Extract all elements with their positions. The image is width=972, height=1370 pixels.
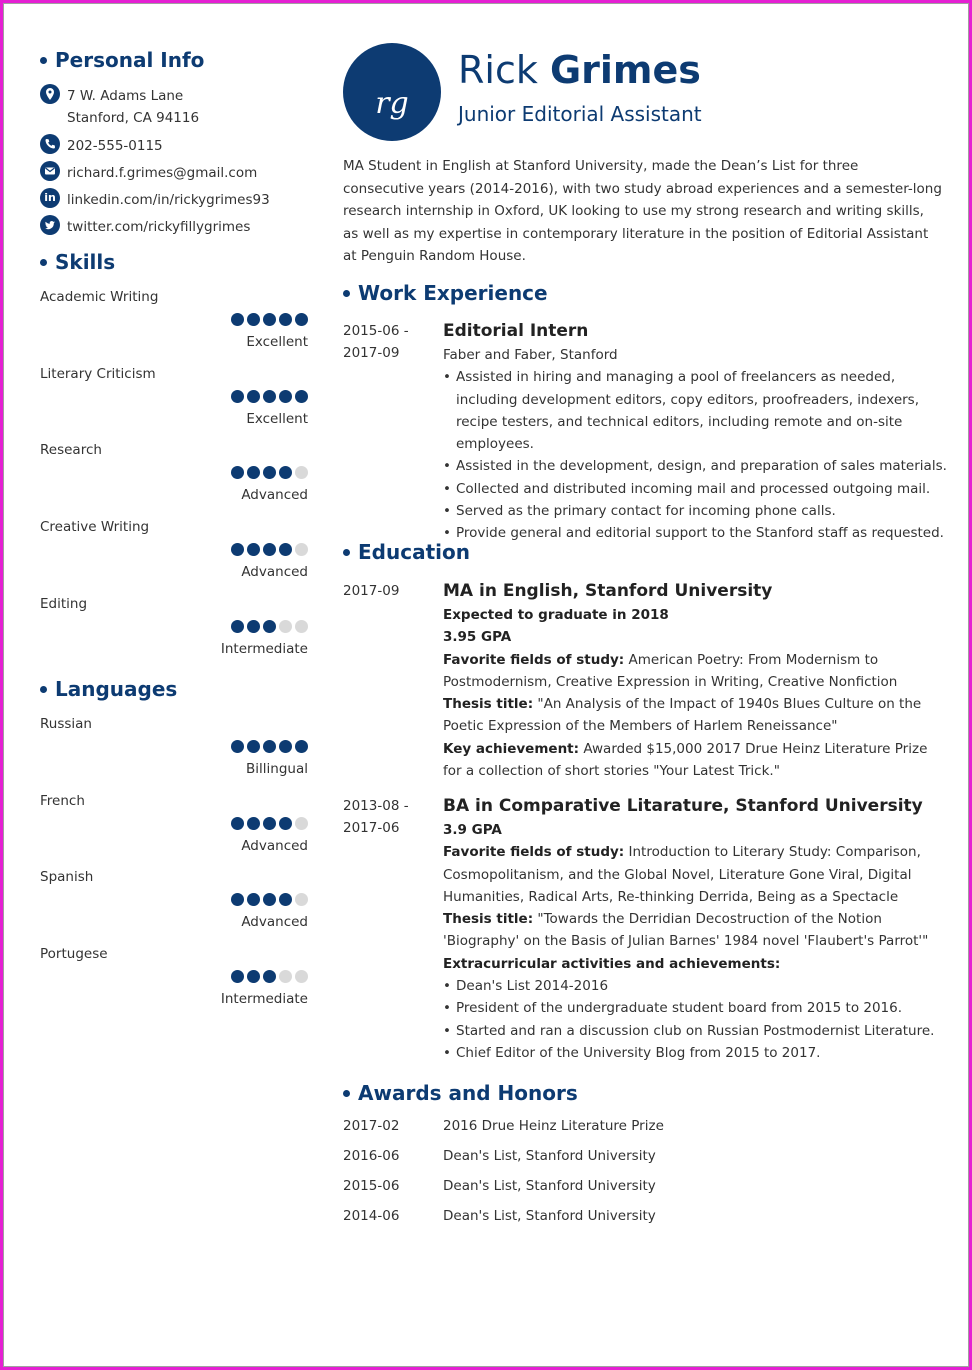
award-name: 2016 Drue Heinz Literature Prize [443,1118,664,1134]
list-item: • Chief Editor of the University Blog from 2015 to 2017. [443,1042,948,1064]
list-item: • Assisted in the development, design, and preparation of sales materials. [443,455,948,477]
rating-dot-icon [295,390,308,403]
bullet-dot-icon [40,259,47,266]
address-line-1: 7 W. Adams Lane [67,88,184,104]
language-item [40,793,308,863]
bullet-dot-icon [343,290,350,297]
rating-dot-icon [279,620,292,633]
gpa: 3.9 GPA [443,822,502,838]
language-level: Advanced [241,914,308,930]
education-date: 2017-09 [343,583,400,599]
list-item: • Assisted in hiring and managing a pool of freelancers as needed, including development editors, copy editors, proofreaders, indexers, recipe testers, and technical editors, including remote and on-site employees. [443,366,948,455]
twitter-bird-icon [40,215,60,235]
rating-dot-icon [231,390,244,403]
address-line-2: Stanford, CA 94116 [67,110,200,126]
rating-dots [231,466,308,479]
thesis: Thesis title: "Towards the Derridian Decostruction of the Notion 'Biography' on the Basis of Julian Barnes' 1984 novel 'Flaubert's Parrot'" [443,911,929,950]
rating-dots [231,620,308,633]
rating-dot-icon [231,817,244,830]
first-name: Rick [458,48,538,92]
rating-dot-icon [247,740,260,753]
skills-heading: Skills [40,248,115,276]
bullet-dot-icon [40,57,47,64]
email-link[interactable]: richard.f.grimes@gmail.com [67,165,258,181]
rating-dot-icon [279,543,292,556]
award-row [343,1118,943,1140]
list-item: • Dean's List 2014-2016 [443,975,948,997]
skill-item [40,289,308,359]
language-level: Advanced [241,838,308,854]
rating-dot-icon [279,313,292,326]
skill-item [40,442,308,512]
twitter-link[interactable]: twitter.com/rickyfillygrimes [67,219,251,235]
rating-dot-icon [295,740,308,753]
rating-dot-icon [263,543,276,556]
rating-dot-icon [247,313,260,326]
rating-dot-icon [247,390,260,403]
rating-dot-icon [279,893,292,906]
personal-info-heading: Personal Info [40,46,204,74]
rating-dot-icon [247,893,260,906]
work-experience-heading: Work Experience [343,279,548,307]
rating-dot-icon [263,466,276,479]
rating-dot-icon [295,313,308,326]
summary-paragraph: MA Student in English at Stanford University, made the Dean’s List for three consecutive years (2014-2016), with two study abroad experiences and a semester-long research internship in Oxford, UK looking to use my strong research and writing skills, as well as my expertise in contemporary literature in the position of Editorial Assistant at Penguin Random House. [343,158,942,264]
skill-item [40,366,308,436]
rating-dot-icon [263,390,276,403]
phone-number[interactable]: 202-555-0115 [67,138,163,154]
job-title: Editorial Intern [443,321,589,341]
languages-heading: Languages [40,675,177,703]
rating-dot-icon [247,543,260,556]
rating-dot-icon [231,620,244,633]
phone-icon [40,134,60,154]
rating-dot-icon [279,466,292,479]
rating-dots [231,543,308,556]
skill-level: Advanced [241,487,308,503]
rating-dot-icon [231,893,244,906]
rating-dots [231,740,308,753]
rating-dot-icon [295,817,308,830]
skill-level: Excellent [246,334,308,350]
education-entry-ba [443,793,948,1064]
rating-dot-icon [263,970,276,983]
list-item: • Collected and distributed incoming mail and processed outgoing mail. [443,478,948,500]
rating-dot-icon [247,620,260,633]
rating-dot-icon [263,313,276,326]
rating-dot-icon [247,817,260,830]
rating-dot-icon [279,817,292,830]
rating-dot-icon [263,620,276,633]
rating-dot-icon [295,543,308,556]
last-name: Grimes [549,48,701,92]
key-achievement: Key achievement: Awarded $15,000 2017 Drue Heinz Literature Prize for a collection of short stories "Your Latest Trick." [443,740,928,780]
rating-dots [231,313,308,326]
thesis: Thesis title: "An Analysis of the Impact of 1940s Blues Culture on the Poetic Expression of the Members of Harlem Reneissance" [443,696,922,735]
award-date: 2016-06 [343,1148,400,1164]
job-entry [443,318,948,545]
job-title: Junior Editorial Assistant [458,102,702,126]
job-dates: 2015-06 - 2017-09 [343,323,409,361]
expected-graduation: Expected to graduate in 2018 [443,607,669,623]
rating-dot-icon [279,970,292,983]
rating-dot-icon [263,817,276,830]
linkedin-link[interactable]: linkedin.com/in/rickygrimes93 [67,192,270,208]
skill-name: Creative Writing [40,519,150,535]
skill-name: Research [40,442,102,458]
skill-level: Advanced [241,564,308,580]
award-name: Dean's List, Stanford University [443,1208,656,1224]
education-heading: Education [343,538,470,566]
list-item: • Provide general and editorial support to the Stanford staff as requested. [443,522,948,544]
language-name: Russian [40,716,92,732]
skill-level: Intermediate [220,641,308,657]
language-level: Intermediate [220,991,308,1007]
award-date: 2017-02 [343,1118,400,1134]
envelope-icon [40,161,60,181]
rating-dot-icon [263,740,276,753]
award-name: Dean's List, Stanford University [443,1178,656,1194]
language-name: Portugese [40,946,108,962]
awards-heading: Awards and Honors [343,1079,578,1107]
bullet-dot-icon [40,686,47,693]
rating-dots [231,893,308,906]
award-name: Dean's List, Stanford University [443,1148,656,1164]
skill-level: Excellent [246,411,308,427]
fields-of-study: Favorite fields of study: American Poetry: From Modernism to Postmodernism, Creative Expression in Writing, Creative Nonfiction [443,651,898,690]
list-item: • President of the undergraduate student board from 2015 to 2016. [443,997,948,1019]
language-item [40,716,308,786]
rating-dot-icon [231,313,244,326]
language-level: Billingual [246,761,308,777]
award-date: 2015-06 [343,1178,400,1194]
rating-dot-icon [247,970,260,983]
rating-dot-icon [279,740,292,753]
award-date: 2014-06 [343,1208,400,1224]
skill-name: Editing [40,596,88,612]
list-item: • Started and ran a discussion club on Russian Postmodernist Literature. [443,1020,948,1042]
candidate-name [458,48,701,92]
rating-dots [231,817,308,830]
degree-title: BA in Comparative Litarature, Stanford University [443,796,923,816]
rating-dot-icon [231,466,244,479]
degree-title: MA in English, Stanford University [443,581,773,601]
skill-item [40,596,308,666]
language-name: Spanish [40,869,94,885]
avatar: rg [343,43,441,141]
resume-page [3,3,969,1367]
bullet-dot-icon [343,1090,350,1097]
fields-of-study: Favorite fields of study: Introduction to Literary Study: Comparison, Cosmopolitanism, and the Global Novel, Literature Gone Viral, Digital Humanities, Radical Arts, Re-thinking Derrida, Being as a Spectacle [443,844,921,905]
rating-dot-icon [231,543,244,556]
extracurricular-bullets [443,975,948,1064]
rating-dots [231,970,308,983]
award-row [343,1208,943,1230]
rating-dot-icon [231,740,244,753]
language-name: French [40,793,85,809]
education-dates: 2013-08 - 2017-06 [343,798,409,836]
rating-dot-icon [295,620,308,633]
gpa: 3.95 GPA [443,629,512,646]
bullet-dot-icon [343,549,350,556]
skill-item [40,519,308,589]
rating-dot-icon [231,970,244,983]
rating-dot-icon [247,466,260,479]
education-entry-ma [443,578,948,782]
skill-name: Academic Writing [40,289,159,305]
rating-dots [231,390,308,403]
rating-dot-icon [295,970,308,983]
language-item [40,869,308,939]
award-row [343,1148,943,1170]
award-row [343,1178,943,1200]
job-bullets [443,366,948,544]
list-item: • Served as the primary contact for incoming phone calls. [443,500,948,522]
linkedin-icon: in [40,188,60,208]
rating-dot-icon [295,893,308,906]
skill-name: Literary Criticism [40,366,156,382]
extracurricular-label: Extracurricular activities and achievements: [443,955,781,972]
location-pin-icon [40,84,60,104]
rating-dot-icon [263,893,276,906]
rating-dot-icon [295,466,308,479]
rating-dot-icon [279,390,292,403]
language-item [40,946,308,1016]
company: Faber and Faber, Stanford [443,347,618,363]
